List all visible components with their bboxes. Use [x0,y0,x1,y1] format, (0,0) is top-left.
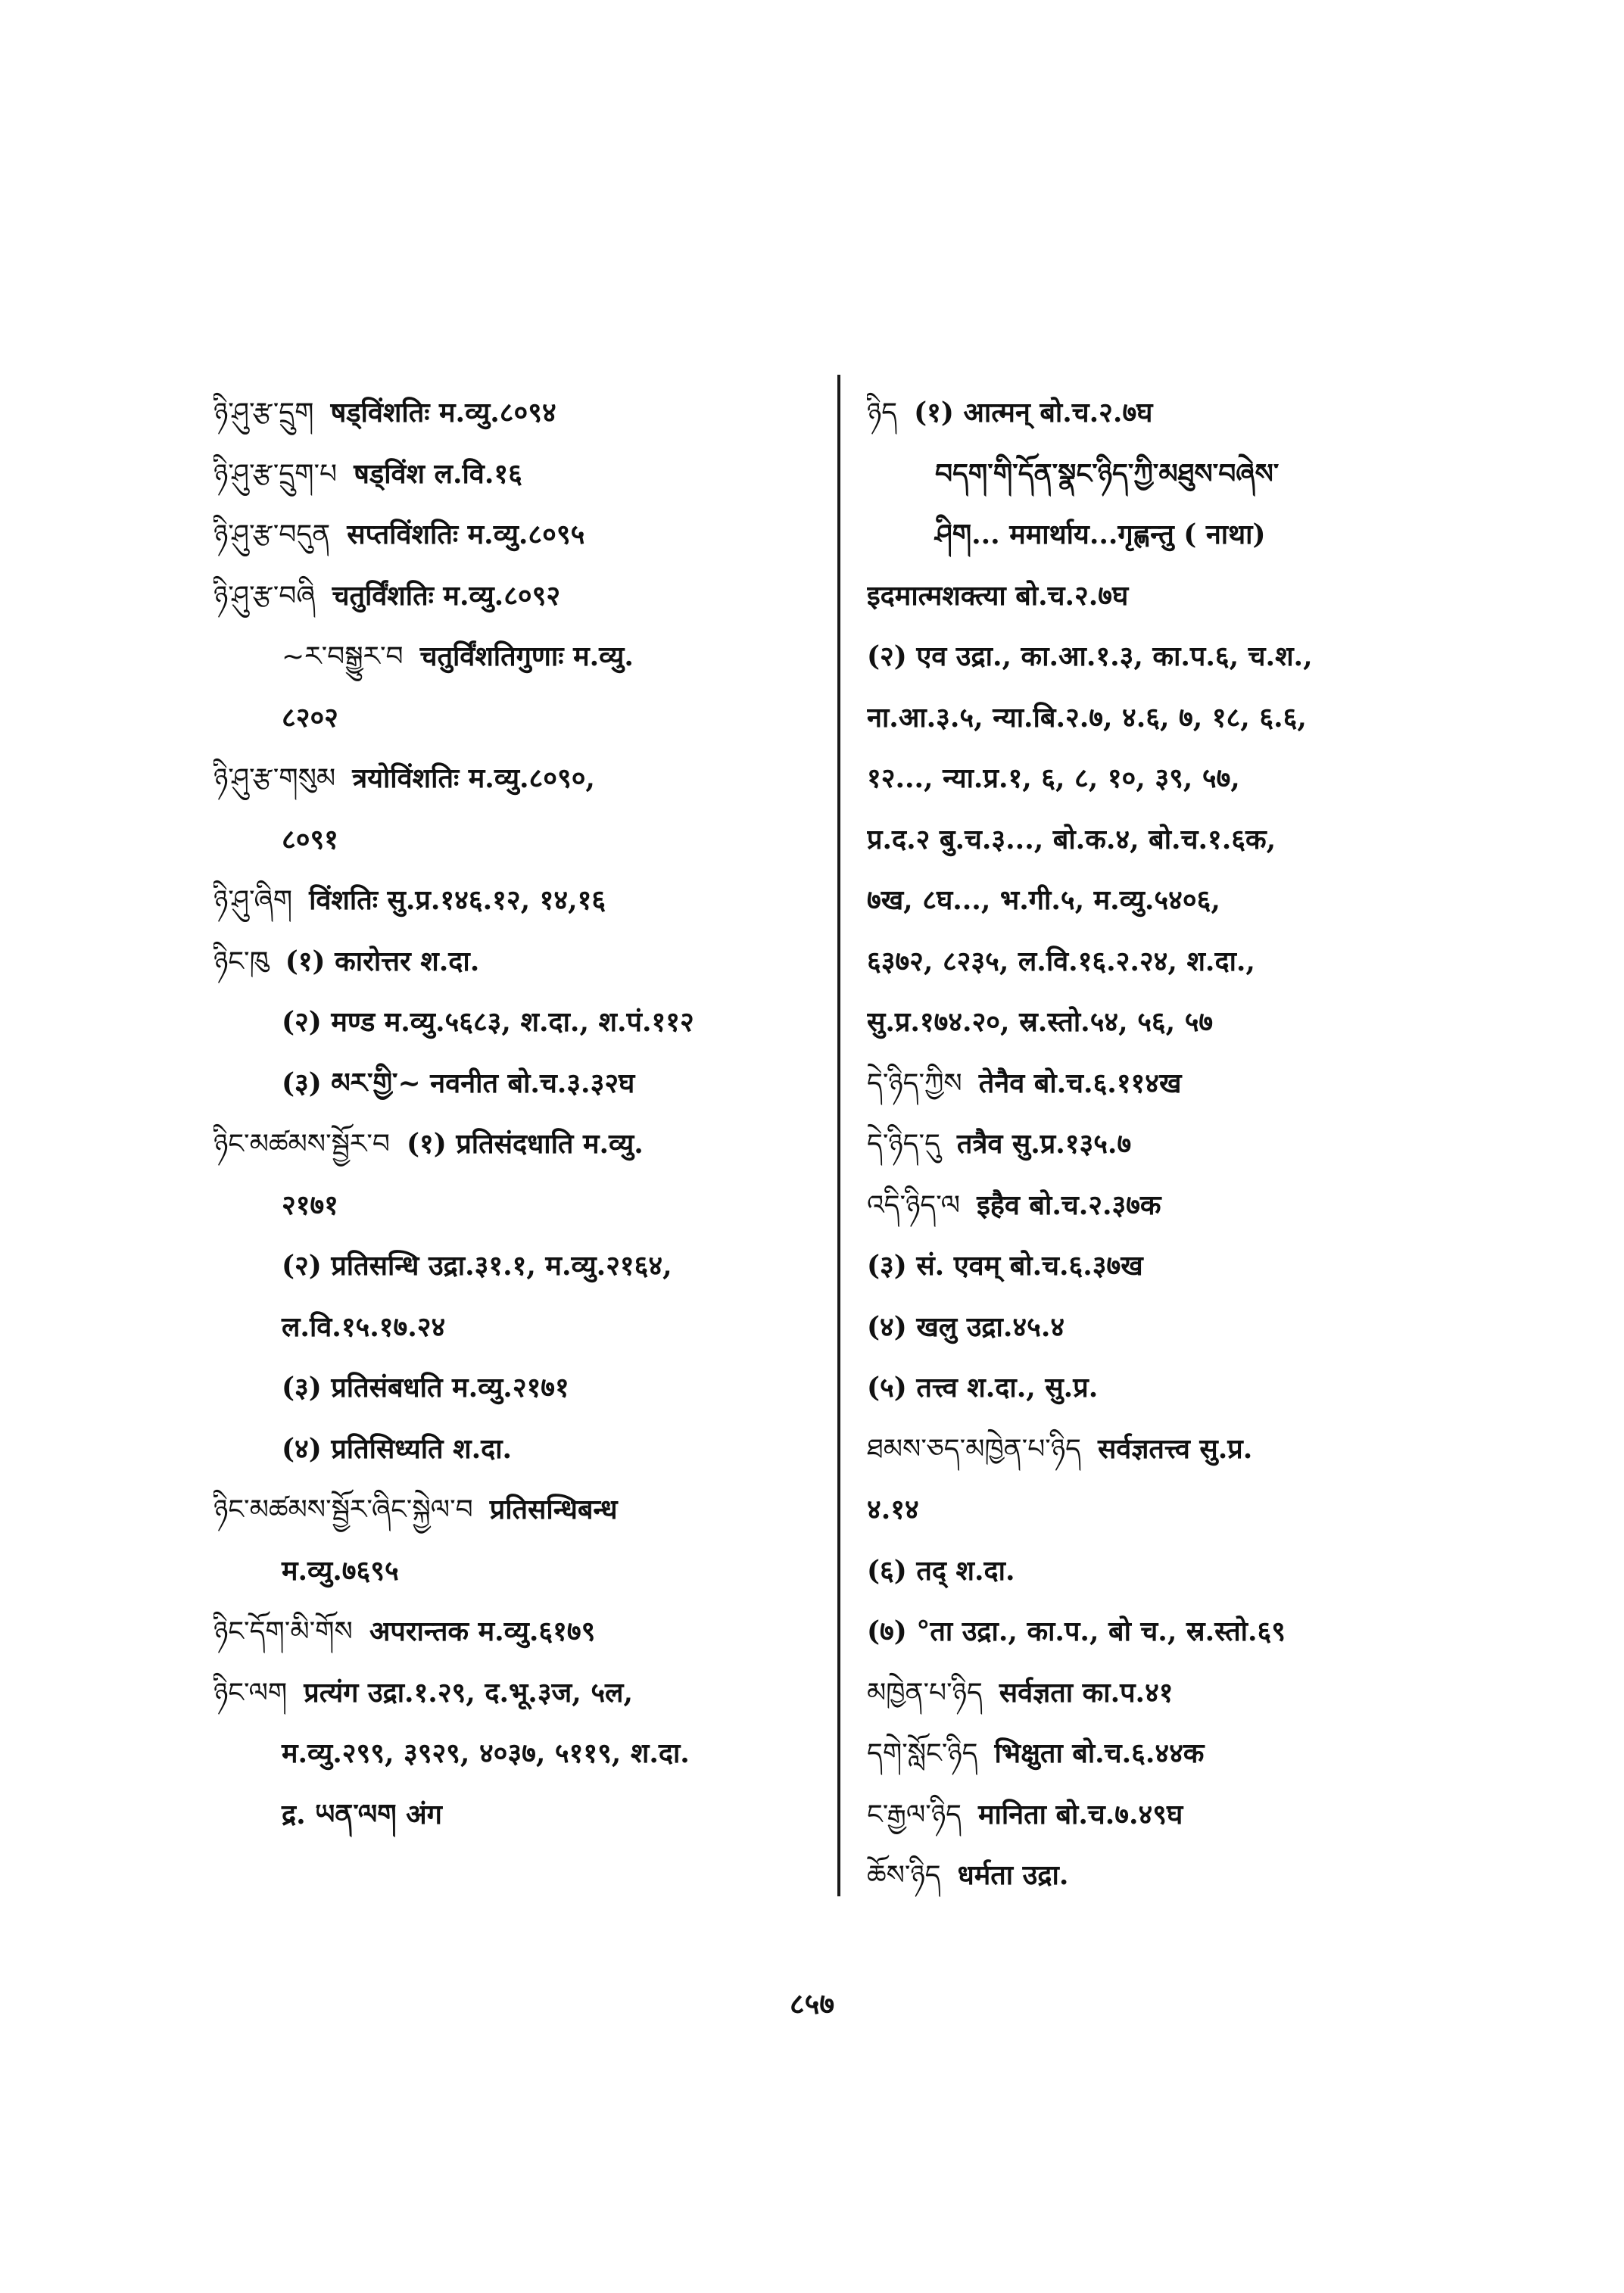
dictionary-line [867,1479,1465,1541]
sanskrit-gloss: मानिता बो.च.७.४९घ [977,1798,1183,1830]
sanskrit-gloss: तत्रैव सु.प्र.१३५.७ [956,1128,1132,1160]
dictionary-line [867,1784,1465,1846]
tibetan-headword: དགེ་སློང་ཉིད [867,1738,978,1769]
dictionary-line [214,1419,812,1480]
dictionary-line [867,1297,1465,1358]
dictionary-line [214,809,812,871]
sanskrit-gloss: ८०९१ [282,823,338,855]
sanskrit-gloss: चतुर्विंशतिः म.व्यु.८०९२ [332,579,561,612]
sanskrit-gloss: सर्वज्ञता का.प.४१ [999,1676,1174,1709]
sanskrit-gloss: षड्विंशतिः म.व्यु.८०९४ [330,397,556,428]
dictionary-line [867,1541,1465,1602]
sanskrit-gloss: ६३७२, ८२३५, ल.वि.१६.२.२४, श.दा., [867,945,1255,977]
sanskrit-gloss: त्रयोविंशतिः म.व्यु.८०९०, [352,762,595,794]
tibetan-headword: ~ར་བསྒྱུར་བ [282,641,404,672]
tibetan-headword: ཐམས་ཅད་མཁྱེན་པ་ཉིད [867,1433,1081,1465]
dictionary-line [867,931,1465,992]
sanskrit-gloss: (१) कारोत्तर श.दा. [285,945,480,977]
dictionary-line [867,1419,1465,1480]
sanskrit-gloss: १२..., न्या.प्र.१, ६, ८, १०, ३९, ५७, [867,762,1240,794]
dictionary-line [867,1235,1465,1297]
dictionary-line [214,626,812,687]
sanskrit-gloss: (६) तद् श.दा. [867,1554,1015,1587]
sanskrit-gloss: (५) तत्त्व श.दा., सु.प्र. [867,1372,1099,1404]
sanskrit-gloss: (४) खलु उद्रा.४५.४ [867,1310,1065,1343]
dictionary-line [867,870,1465,931]
sanskrit-gloss: བདག་གི་དོན་སྣང་ཉིད་ཀྱི་མཐུས་བཞེས་ [935,457,1280,490]
sanskrit-gloss: चतुर्विंशतिगुणाः म.व्यु. [419,640,634,672]
sanskrit-gloss: प्रतिसन्धिबन्ध [489,1494,618,1525]
sanskrit-gloss: इहैव बो.च.२.३७क [977,1189,1161,1221]
dictionary-line [214,1784,812,1846]
sanskrit-gloss: अपरान्तक म.व्यु.६१७९ [369,1615,596,1647]
dictionary-line [214,1114,812,1175]
sanskrit-gloss: सप्तविंशतिः म.व्यु.८०९५ [347,519,585,550]
tibetan-headword: ཉི་ཤུ་རྩ་བདུན [214,519,331,550]
tibetan-headword: ཉིང་མཚམས་སྦྱོར་བ [214,1129,390,1160]
tibetan-headword: ཉི་ཤུ་རྩ་བཞི [214,580,316,612]
dictionary-line [867,565,1465,627]
sanskrit-gloss: प्र.द.२ बु.च.३..., बो.क.४, बो.च.१.६क, [867,823,1276,855]
dictionary-line [214,1357,812,1419]
dictionary-line [867,687,1465,749]
dictionary-line [867,1662,1465,1724]
sanskrit-gloss: प्रत्यंग उद्रा.१.२९, द.भू.३ज, ५ल, [304,1676,633,1709]
column-divider [837,375,840,1896]
tibetan-headword: འདི་ཉིད་ལ [867,1189,961,1221]
sanskrit-gloss: (३) མར་གྱི་~ नवनीत बो.च.३.३२घ [282,1067,635,1099]
sanskrit-gloss: (१) आत्मन् बो.च.२.७घ [914,397,1153,428]
tibetan-headword: ཉིང་མཚམས་སྦྱོར་ཞིང་སྐྱེལ་བ [214,1494,473,1525]
dictionary-line [214,1662,812,1724]
tibetan-headword: ཉིད [867,397,898,428]
dictionary-line [214,1297,812,1358]
right-column [867,382,1465,1906]
tibetan-headword: དེ་ཉིད་དུ [867,1129,940,1160]
dictionary-line [867,809,1465,871]
dictionary-line [214,1601,812,1662]
dictionary-line [214,992,812,1053]
sanskrit-gloss: धर्मता उद्रा. [957,1859,1069,1891]
sanskrit-gloss: (७) °ता उद्रा., का.प., बो च., स्र.स्तो.६९ [867,1615,1286,1647]
sanskrit-gloss: २१७१ [282,1189,338,1221]
sanskrit-gloss: सु.प्र.१७४.२०, स्र.स्तो.५४, ५६, ५७ [867,1006,1214,1038]
dictionary-line [867,626,1465,687]
sanskrit-gloss: इदमात्मशक्त्या बो.च.२.७घ [867,579,1129,612]
dictionary-line [214,382,812,444]
sanskrit-gloss: तेनैव बो.च.६.११४ख [978,1067,1182,1099]
dictionary-line [214,504,812,565]
tibetan-headword: ཉིང་དོག་མི་གོས [214,1616,353,1647]
sanskrit-gloss: ना.आ.३.५, न्या.बि.२.७, ४.६, ७, १८, ६.६, [867,701,1307,734]
dictionary-line [214,1541,812,1602]
sanskrit-gloss: ८२०२ [282,701,338,734]
sanskrit-gloss: (२) एव उद्रा., का.आ.१.३, का.प.६, च.श., [867,640,1313,672]
dictionary-line [214,687,812,749]
left-column [214,382,812,1845]
sanskrit-gloss: (३) सं. एवम् बो.च.६.३७ख [867,1250,1143,1282]
page-number: ८५७ [789,1986,835,2020]
tibetan-headword: ཉི་ཤུ་རྩ་དྲུག [214,397,314,428]
dictionary-line [867,504,1465,565]
sanskrit-gloss: विंशतिः सु.प्र.१४६.१२, १४,१६ [309,884,606,916]
tibetan-headword: ཆོས་ཉིད [867,1860,941,1891]
sanskrit-gloss: (२) मण्ड म.व्यु.५६८३, श.दा., श.पं.११२ [282,1006,694,1038]
dictionary-line [867,1723,1465,1784]
dictionary-line [867,748,1465,809]
sanskrit-gloss: (२) प्रतिसन्धि उद्रा.३१.१, म.व्यु.२१६४, [282,1250,672,1282]
dictionary-line [214,931,812,992]
tibetan-headword: ཉིང་ཁུ [214,946,269,977]
dictionary-line [214,1723,812,1784]
sanskrit-gloss: ल.वि.१५.१७.२४ [282,1310,446,1343]
dictionary-line [214,444,812,505]
dictionary-line [214,1235,812,1297]
tibetan-headword: ཉི་ཤུ་རྩ་དྲུག་པ [214,458,338,490]
dictionary-line [867,1114,1465,1175]
sanskrit-gloss: (४) प्रतिसिध्यति श.दा. [282,1432,513,1465]
tibetan-headword: ཉི་ཤུ་རྩ་གསུམ [214,763,336,794]
sanskrit-gloss: सर्वज्ञतत्त्व सु.प्र. [1097,1432,1253,1465]
dictionary-line [867,992,1465,1053]
dictionary-line [214,748,812,809]
dictionary-line [867,1601,1465,1662]
dictionary-line [867,1845,1465,1906]
dictionary-line [867,444,1465,505]
dictionary-line [214,565,812,627]
sanskrit-gloss: षड्विंश ल.वि.१६ [354,457,522,490]
dictionary-line [867,1175,1465,1236]
sanskrit-gloss: म.व्यु.७६९५ [282,1554,399,1587]
sanskrit-gloss: ७ख, ८घ..., भ.गी.५, म.व्यु.५४०६, [867,884,1220,916]
dictionary-line [214,870,812,931]
sanskrit-gloss: भिक्षुता बो.च.६.४४क [994,1737,1205,1769]
sanskrit-gloss: (१) प्रतिसंदधाति म.व्यु. [407,1128,644,1160]
tibetan-headword: ང་རྒྱལ་ཉིད [867,1799,962,1830]
dictionary-line [867,382,1465,444]
dictionary-line [214,1175,812,1236]
sanskrit-gloss: द्र. ཡན་ལག अंग [282,1798,442,1830]
tibetan-headword: ཉིང་ལག [214,1677,288,1709]
dictionary-line [214,1479,812,1541]
tibetan-headword: ཉི་ཤུ་ཞིག [214,885,293,916]
tibetan-headword: དེ་ཉིད་ཀྱིས [867,1067,962,1099]
sanskrit-gloss: ४.१४ [867,1494,919,1525]
tibetan-headword: མཁྱེན་པ་ཉིད [867,1677,983,1709]
sanskrit-gloss: (३) प्रतिसंबधति म.व्यु.२१७१ [282,1372,569,1404]
dictionary-line [867,1357,1465,1419]
sanskrit-gloss: म.व्यु.२९९, ३९२९, ४०३७, ५११९, श.दा. [282,1737,690,1769]
sanskrit-gloss: ཤིག... ममार्थाय...गृह्णन्तु ( नाथा) [935,519,1266,550]
dictionary-line [867,1053,1465,1114]
dictionary-line [214,1053,812,1114]
